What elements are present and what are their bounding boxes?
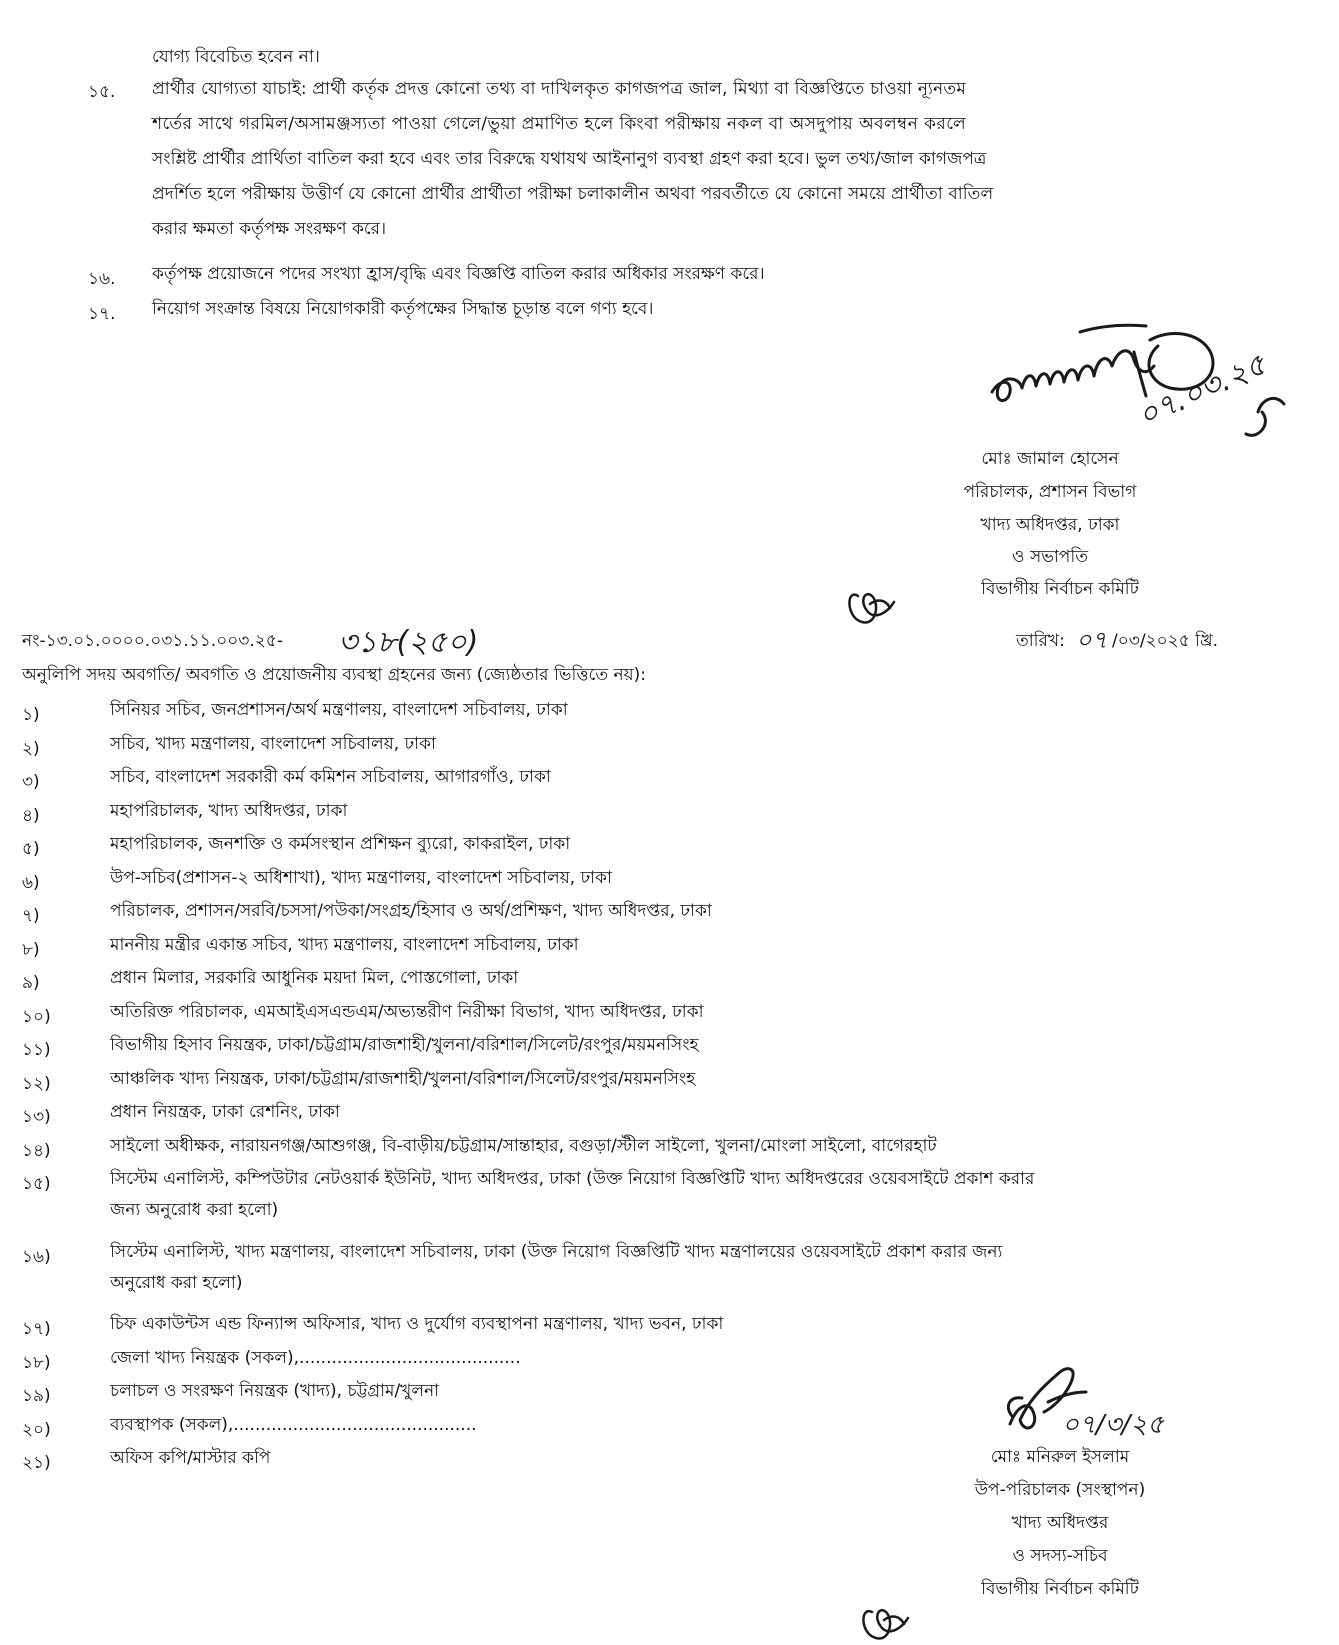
- cc-item-text: বিভাগীয় হিসাব নিয়ন্ত্রক, ঢাকা/চট্টগ্রাম/রাজশাহী/খুলনা/বরিশাল/সিলেট/রংপুর/ময়মনসিংহ: [110, 1035, 699, 1055]
- cc-item-text: মহাপরিচালক, জনশক্তি ও কর্মসংস্থান প্রশিক্ষন ব্যুরো, কাকরাইল, ঢাকা: [110, 834, 571, 854]
- memo-number-handwritten: ৩১৮(২৫০): [338, 625, 479, 660]
- cc-item-index: ১): [22, 705, 40, 725]
- cc-item-text: জেলা খাদ্য নিয়ন্ত্রক (সকল),.........................................: [110, 1347, 521, 1368]
- cc-item-text: উপ-সচিব(প্রশাসন-২ অধিশাখা), খাদ্য মন্ত্রণালয়, বাংলাদেশ সচিবালয়, ঢাকা: [110, 867, 612, 888]
- cc-item-text: মাননীয় মন্ত্রীর একান্ত সচিব, খাদ্য মন্ত্রণালয়, বাংলাদেশ সচিবালয়, ঢাকা: [110, 934, 579, 955]
- cc-item-index: ৯): [22, 973, 40, 993]
- cc-item-index: ১৫): [22, 1174, 51, 1194]
- cc-item-index: ১৩): [22, 1107, 51, 1127]
- date-rest: /০৩/২০২৫ খ্রি.: [1112, 631, 1219, 651]
- clause-number: ১৫.: [88, 82, 116, 102]
- cc-item-text: প্রধান মিলার, সরকারি আধুনিক ময়দা মিল, পোস্তগোলা, ঢাকা: [110, 968, 519, 988]
- cc-item-text: অফিস কপি/মাস্টার কপি: [110, 1448, 271, 1468]
- cc-item-index: ৩): [22, 772, 40, 792]
- clause-number: ১৬.: [88, 269, 116, 289]
- cc-item-text: আঞ্চলিক খাদ্য নিয়ন্ত্রক, ঢাকা/চট্টগ্রাম/রাজশাহী/খুলনা/বরিশাল/সিলেট/রংপুর/ময়মনসিংহ: [110, 1068, 696, 1089]
- signatory-office: খাদ্য অধিদপ্তর: [1011, 1513, 1109, 1533]
- signatory-committee: বিভাগীয় নির্বাচন কমিটি: [981, 579, 1139, 599]
- cc-item-text: সিনিয়র সচিব, জনপ্রশাসন/অর্থ মন্ত্রণালয়, বাংলাদেশ সচিবালয়, ঢাকা: [110, 700, 568, 720]
- signatory-designation: পরিচালক, প্রশাসন বিভাগ: [963, 482, 1137, 502]
- signatory-designation: উপ-পরিচালক (সংস্থাপন): [974, 1480, 1146, 1500]
- clause-line: প্রদর্শিত হলে পরীক্ষায় উত্তীর্ণ যে কোনো প্রার্থীর প্রার্থীতা পরীক্ষা চলাকালীন অথবা পরবর্তীতে যে কোনো সময়ে প্রার্থীতা বাতিল: [152, 184, 994, 204]
- signatory-role: ও সদস্য-সচিব: [1012, 1546, 1108, 1566]
- cc-item-text: মহাপরিচালক, খাদ্য অধিদপ্তর, ঢাকা: [110, 800, 348, 821]
- continuation-line: যোগ্য বিবেচিত হবেন না।: [152, 47, 320, 67]
- cc-item-index: ৫): [22, 839, 40, 859]
- signatory-name: মোঃ মনিরুল ইসলাম: [990, 1447, 1130, 1467]
- cc-item-index: ৬): [22, 872, 40, 893]
- cc-item-index: ১৬): [22, 1246, 51, 1267]
- cc-item-index: ১৮): [22, 1352, 51, 1373]
- cc-item-text: চলাচল ও সংরক্ষণ নিয়ন্ত্রক (খাদ্য), চট্টগ্রাম/খুলনা: [110, 1381, 440, 1401]
- cc-item-text: অতিরিক্ত পরিচালক, এমআইএসএন্ডএম/অভ্যন্তরীণ নিরীক্ষা বিভাগ, খাদ্য অধিদপ্তর, ঢাকা: [110, 1001, 704, 1022]
- signatory-role: ও সভাপতি: [1012, 547, 1088, 567]
- cc-item-index: ২): [22, 738, 40, 759]
- cc-item-text: সচিব, বাংলাদেশ সরকারী কর্ম কমিশন সচিবালয়, আগারগাঁও, ঢাকা: [110, 767, 551, 787]
- signature-2-handwritten-date: ০৭/৩/২৫: [1062, 1410, 1165, 1440]
- cc-item-text: সিস্টেম এনালিস্ট, খাদ্য মন্ত্রণালয়, বাংলাদেশ সচিবালয়, ঢাকা (উক্ত নিয়োগ বিজ্ঞপ্তিটি খাদ্য মন্ত্রণালয়ের ওয়েবসাইটে প্রকাশ করার জন্য: [110, 1241, 1003, 1262]
- date-handwritten: ০৭: [1076, 626, 1108, 654]
- cc-item-index: ১৯): [22, 1386, 51, 1406]
- cc-item-index: ১৭): [22, 1319, 51, 1339]
- cc-item-text: সিস্টেম এনালিস্ট, কম্পিউটার নেটওয়ার্ক ইউনিট, খাদ্য অধিদপ্তর, ঢাকা (উক্ত নিয়োগ বিজ্ঞপ্তিটি খাদ্য অধিদপ্তরের ওয়েবসাইটে প্রকাশ করার: [110, 1169, 1035, 1189]
- cc-heading: অনুলিপি সদয় অবগতি/ অবগতি ও প্রয়োজনীয় ব্যবস্থা গ্রহনের জন্য (জ্যেষ্ঠতার ভিত্তিতে নয়):: [22, 665, 647, 685]
- cc-item-index: ৪): [22, 805, 40, 826]
- cc-item-index: ১২): [22, 1073, 51, 1094]
- cc-item-text: অনুরোধ করা হলো): [110, 1272, 243, 1293]
- clause-line: প্রার্থীর যোগ্যতা যাচাই: প্রার্থী কর্তৃক প্রদত্ত কোনো তথ্য বা দাখিলকৃত কাগজপত্র জাল, মিথ্যা বা বিজ্ঞপ্তিতে চাওয়া ন্যূনতম: [152, 79, 966, 99]
- clause-line: নিয়োগ সংক্রান্ত বিষয়ে নিয়োগকারী কর্তৃপক্ষের সিদ্ধান্ত চূড়ান্ত বলে গণ্য হবে।: [152, 299, 654, 319]
- memo-number-prefix: নং-১৩.০১.০০০০.০৩১.১১.০০৩.২৫-: [22, 631, 283, 651]
- clause-line: সংশ্লিষ্ট প্রার্থীর প্রার্থিতা বাতিল করা হবে এবং তার বিরুদ্ধে যথাযথ আইনানুগ ব্যবস্থা গ্রহণ করা হবে। ভুল তথ্য/জাল কাগজপত্র: [152, 149, 987, 169]
- cc-item-text: জন্য অনুরোধ করা হলো): [110, 1200, 279, 1220]
- signatory-committee: বিভাগীয় নির্বাচন কমিটি: [981, 1579, 1139, 1599]
- cc-item-index: ১৪): [22, 1140, 51, 1161]
- cc-item-text: ব্যবস্থাপক (সকল),.............................................: [110, 1414, 477, 1435]
- date-label: তারিখ:: [1016, 631, 1065, 651]
- cc-item-text: পরিচালক, প্রশাসন/সরবি/চসসা/পউকা/সংগ্রহ/হিসাব ও অর্থ/প্রশিক্ষণ, খাদ্য অধিদপ্তর, ঢাকা: [110, 901, 712, 921]
- cc-item-index: ৭): [22, 906, 40, 926]
- signature-1-handwritten-date: ০৭.০৩.২৫: [1132, 347, 1272, 435]
- cc-item-text: প্রধান নিয়ন্ত্রক, ঢাকা রেশনিং, ঢাকা: [110, 1102, 340, 1122]
- cc-item-index: ১১): [22, 1040, 51, 1060]
- cc-item-text: সচিব, খাদ্য মন্ত্রণালয়, বাংলাদেশ সচিবালয়, ঢাকা: [110, 733, 436, 754]
- clause-line: করার ক্ষমতা কর্তৃপক্ষ সংরক্ষণ করে।: [152, 219, 387, 239]
- signatory-office: খাদ্য অধিদপ্তর, ঢাকা: [980, 515, 1120, 535]
- clause-number: ১৭.: [88, 304, 116, 324]
- cc-item-index: ৮): [22, 939, 40, 960]
- cc-item-index: ১০): [22, 1006, 51, 1027]
- cc-item-text: চিফ একাউন্টস এন্ড ফিন্যান্স অফিসার, খাদ্য ও দুর্যোগ ব্যবস্থাপনা মন্ত্রণালয়, খাদ্য ভবন, ঢাকা: [110, 1314, 724, 1334]
- clause-line: কর্তৃপক্ষ প্রয়োজনে পদের সংখ্যা হ্রাস/বৃদ্ধি এবং বিজ্ঞপ্তি বাতিল করার অধিকার সংরক্ষণ করে।: [152, 264, 765, 284]
- clause-line: শর্তের সাথে গরমিল/অসামঞ্জস্যতা পাওয়া গেলে/ভুয়া প্রমাণিত হলে কিংবা পরীক্ষায় নকল বা অসদুপায় অবলম্বন করলে: [152, 114, 967, 134]
- cc-item-index: ২১): [22, 1453, 51, 1473]
- cc-item-index: ২০): [22, 1419, 51, 1440]
- signatory-name: মোঃ জামাল হোসেন: [981, 449, 1119, 469]
- cc-item-text: সাইলো অধীক্ষক, নারায়নগঞ্জ/আশুগঞ্জ, বি-বাড়ীয়/চট্টগ্রাম/সান্তাহার, বগুড়া/স্টীল সাইলো, খুলনা/মোংলা সাইলো, বাগেরহাট: [110, 1135, 937, 1156]
